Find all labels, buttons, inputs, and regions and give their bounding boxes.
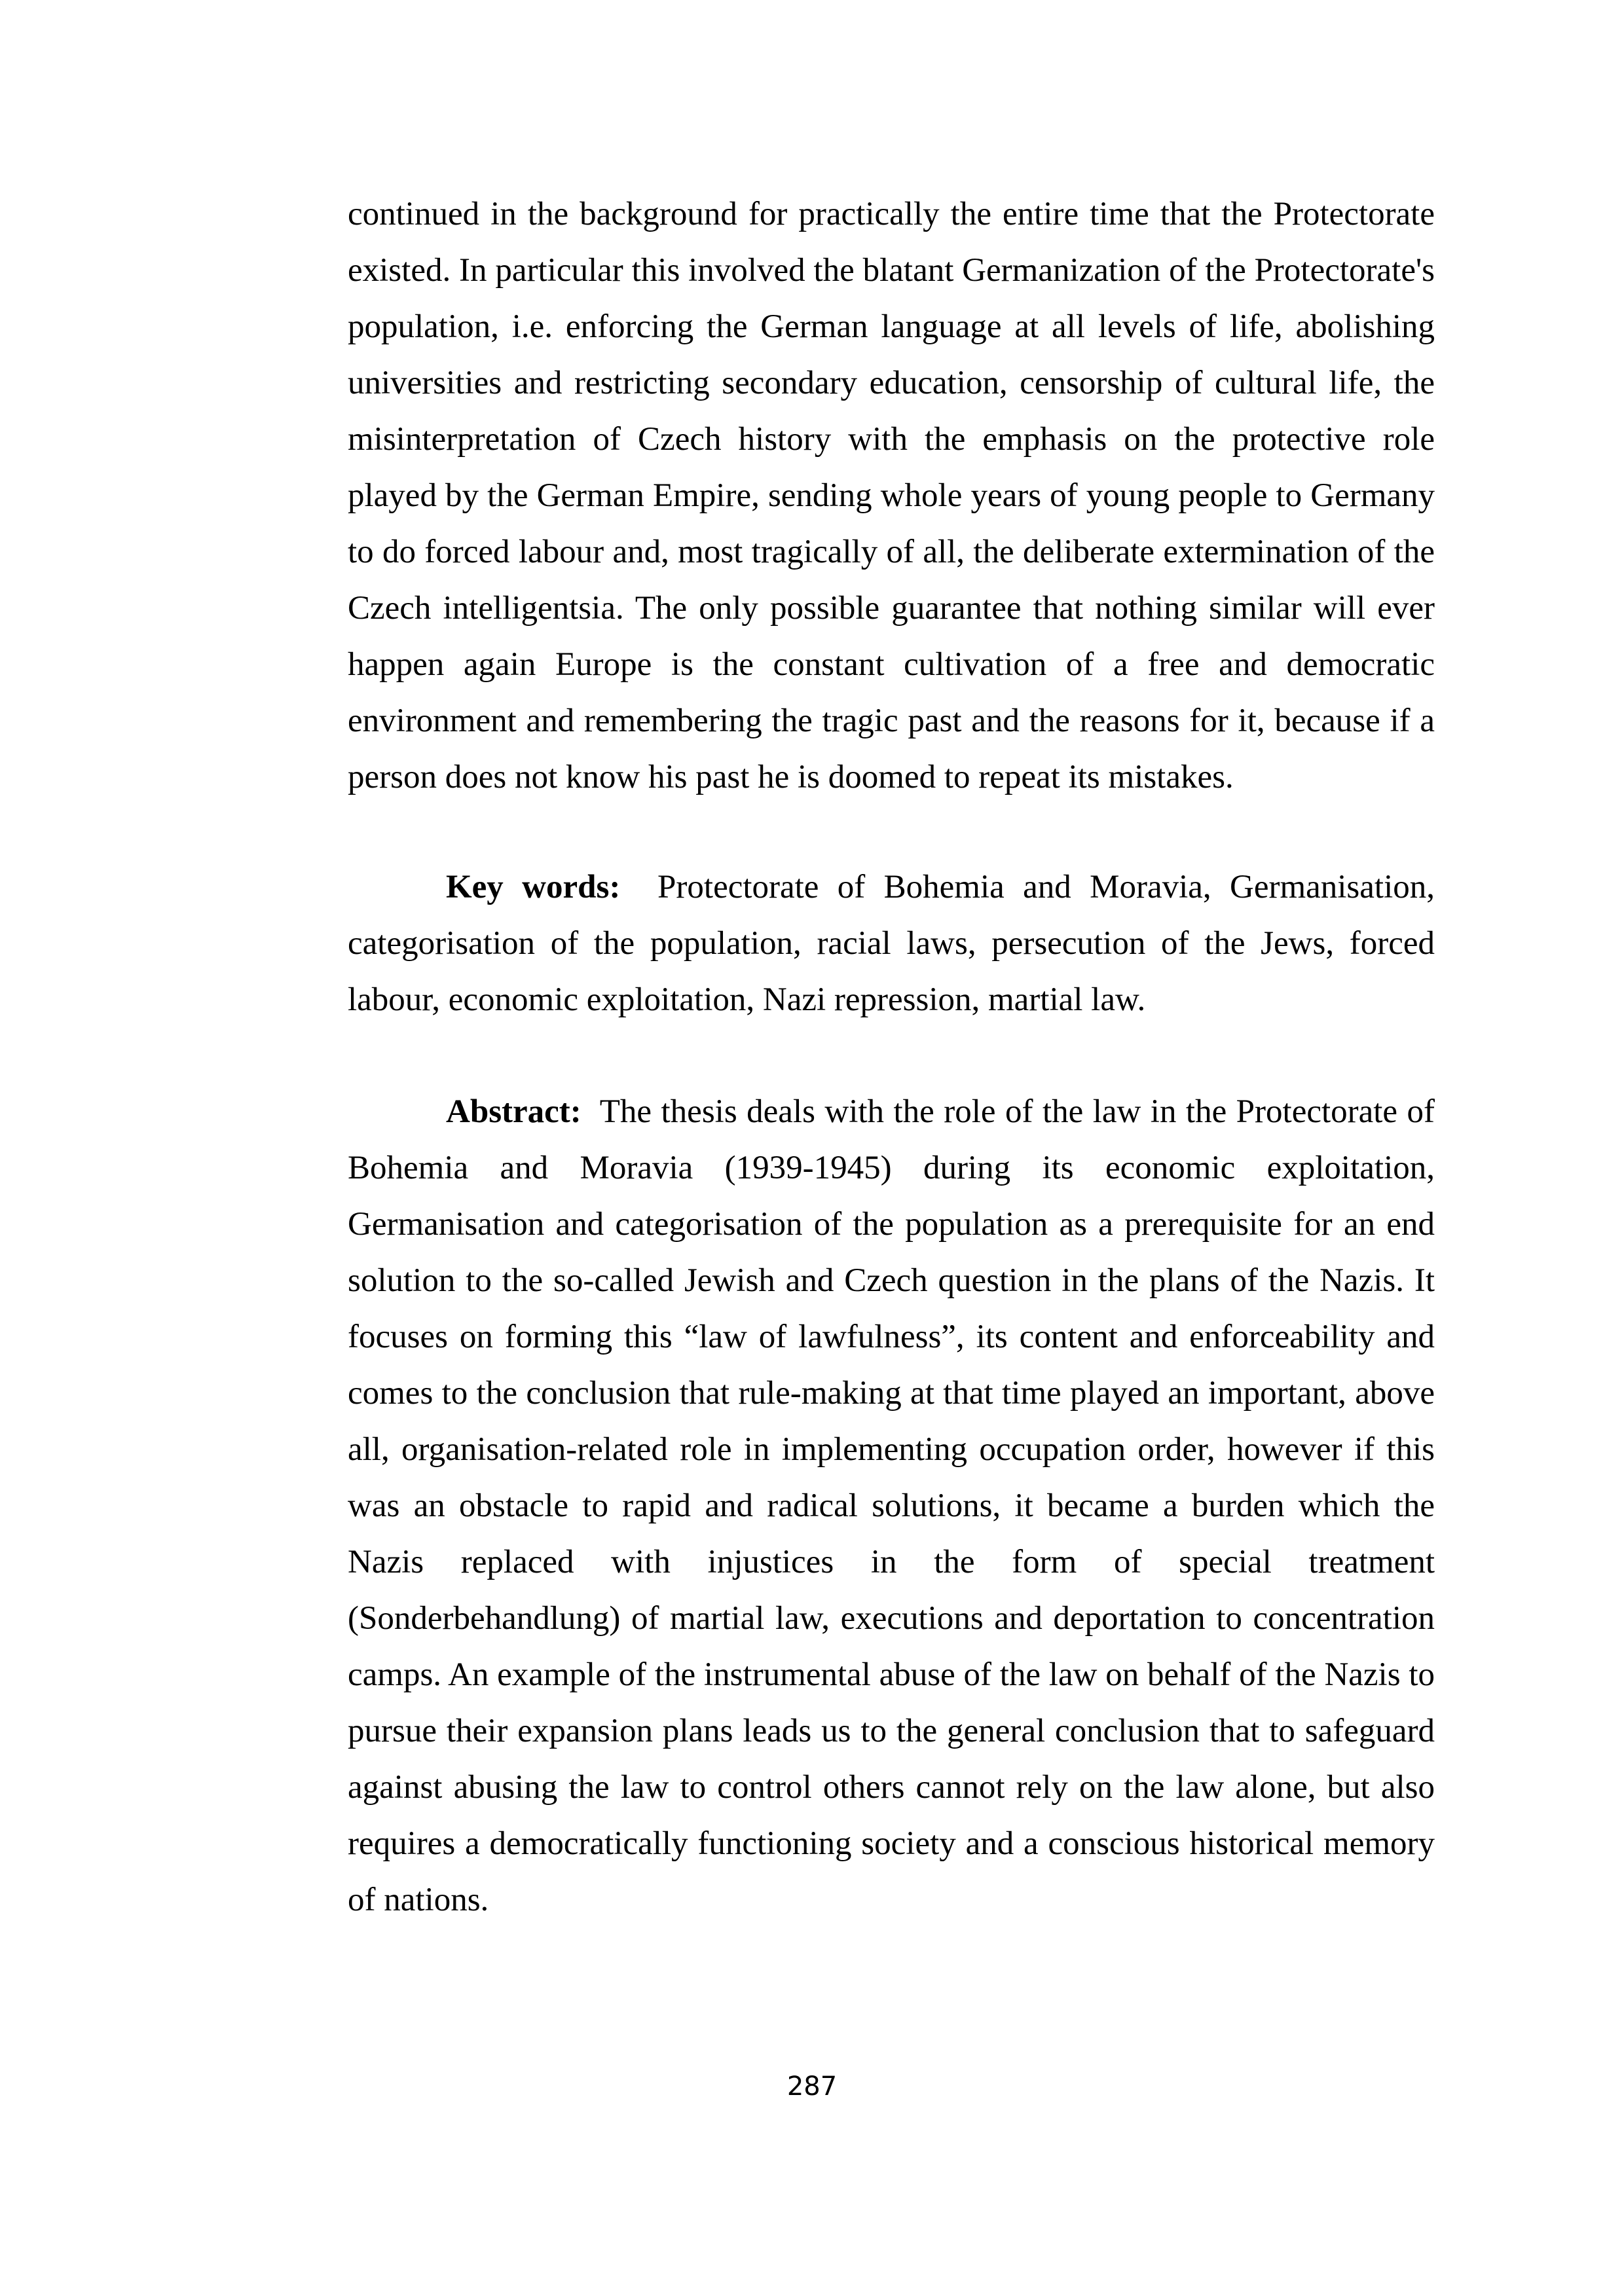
abstract-text: The thesis deals with the role of the law in the Protectorate of Bohemia and Moravia (1939-1945) during its economic exploitation, Germanisation and categorisation of the population as a prerequisite for an end solution to the so-called Jewish and Czech question in the plans of the Nazis. It focuses on forming this “law of lawfulness”, its content and enforceability and comes to the conclusion that rule-making at that time played an important, above all, organisation-related role in implementing occupation order, however if this was an obstacle to rapid and radical solutions, it became a burden which the Nazis replaced with injustices in the form of special treatment (Sonderbehandlung) of martial law, executions and deportation to concentration camps. An example of the instrumental abuse of the law on behalf of the Nazis to pursue their expansion plans leads us to the general conclusion that to safeguard against abusing the law to control others cannot rely on the law alone, but also requires a democratically functioning society and a conscious historical memory of nations. [348,1093,1435,1918]
abstract-paragraph [348,1084,1435,1928]
abstract-label: Abstract: [446,1093,581,1130]
continued-paragraph: continued in the background for practically the entire time that the Protectorate existed. In particular this involved the blatant Germanization of the Protectorate's population, i.e. enforcing the German language at all levels of life, abolishing universities and restricting secondary education, censorship of cultural life, the misinterpretation of Czech history with the emphasis on the protective role played by the German Empire, sending whole years of young people to Germany to do forced labour and, most tragically of all, the deliberate extermination of the Czech intelligentsia. The only possible guarantee that nothing similar will ever happen again Europe is the constant cultivation of a free and democratic environment and remembering the tragic past and the reasons for it, because if a person does not know his past he is doomed to repeat its mistakes. [348,196,1435,795]
keywords-paragraph [348,859,1435,1028]
page-number: 287 [786,2071,838,2102]
keywords-label: Key words: [446,869,621,905]
keywords-text: Protectorate of Bohemia and Moravia, Germanisation, categorisation of the population, racial laws, persecution of the Jews, forced labour, economic exploitation, Nazi repression, martial law. [348,869,1435,1018]
